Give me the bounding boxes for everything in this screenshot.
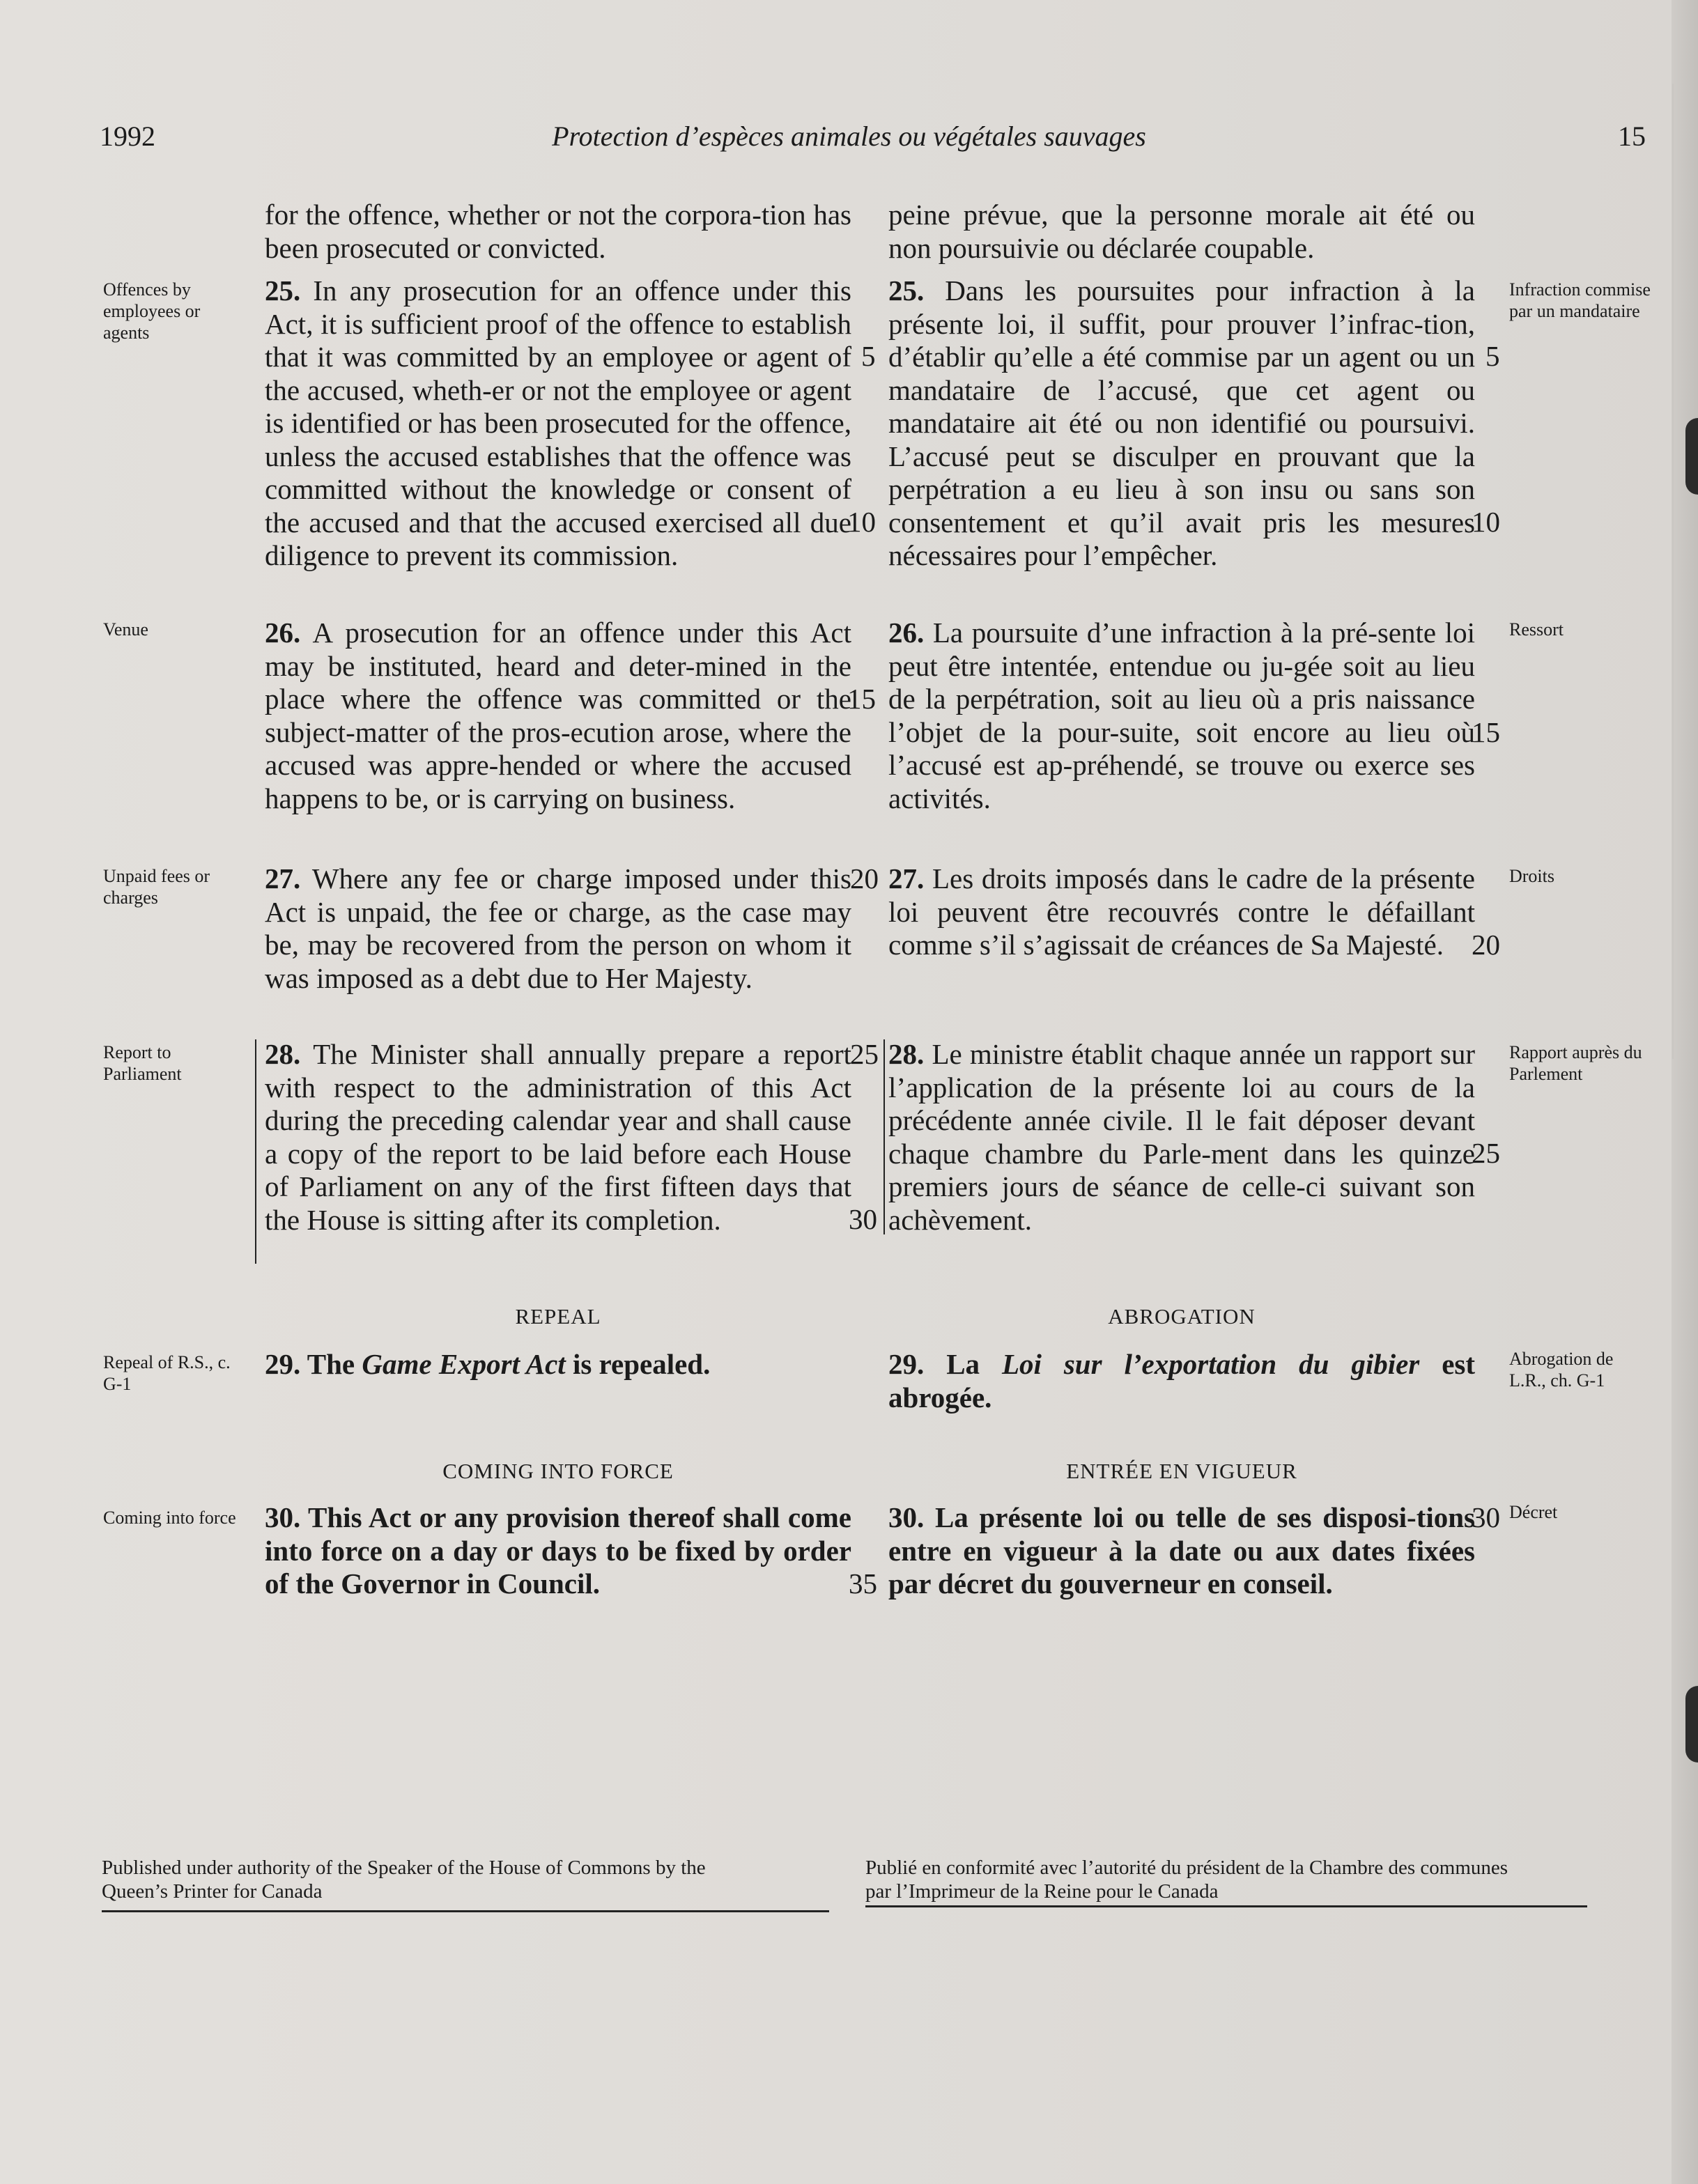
- section-number: 28.: [888, 1038, 925, 1070]
- section-text: Where any fee or charge imposed under this Act is unpaid, the fee or charge, as the case may be, may be recovered from the person on whom it was imposed as a debt due to Her Majesty.: [265, 862, 851, 994]
- act-title: Game Export Act: [362, 1348, 566, 1380]
- fr-section-25: [888, 274, 1475, 573]
- line-number: 5: [1485, 340, 1500, 372]
- section-text: Les droits imposés dans le cadre de la présente loi peuvent être recouvrés contre le défaillant comme s’il s’agissait de créances de Sa Majesté.: [888, 862, 1475, 961]
- section-number: 27.: [888, 862, 925, 894]
- fr-section-30: [888, 1501, 1475, 1601]
- fr-marginal-note-27: Droits: [1509, 866, 1554, 886]
- line-number: 10: [847, 506, 876, 538]
- line-number: 20: [850, 862, 879, 894]
- line-number: 15: [1472, 716, 1500, 748]
- fr-coming-into-force-heading: ENTRÉE EN VIGUEUR: [1066, 1459, 1297, 1483]
- header-title: Protection d’espèces animales ou végétales sauvages: [552, 121, 1146, 152]
- section-text: The Minister shall annually prepare a report with respect to the administration of this Act during the preceding calendar year and shall cause a copy of the report to be laid before each House of Parliament on any of the first fifteen days that the House is sitting after its completion.: [265, 1038, 851, 1236]
- section-text: The: [307, 1348, 355, 1380]
- section-text: In any prosecution for an offence under this Act, it is sufficient proof of the offence to establish that it was committed by an employee or agent of the accused, wheth-er or not the employee or agent is identified or has been prosecuted for the offence, unless the accused establishes that the offence was committed without the knowledge or consent of the accused and that the accused exercised all due diligence to prevent its commission.: [265, 274, 852, 571]
- footer-rule-french: [865, 1905, 1587, 1907]
- en-intro: for the offence, whether or not the corpora-tion has been prosecuted or convicted.: [265, 199, 851, 264]
- en-section-25: [265, 274, 851, 573]
- en-marginal-note-30: Coming into force: [103, 1508, 236, 1528]
- fr-marginal-note-26: Ressort: [1509, 619, 1564, 640]
- fr-marginal-note-29: Abrogation de L.R., ch. G-1: [1509, 1349, 1614, 1391]
- line-number: 25: [1472, 1137, 1500, 1169]
- section-number: 25.: [265, 274, 301, 307]
- line-number: 35: [849, 1567, 877, 1600]
- footer-english: Published under authority of the Speaker of the House of Commons by the Queen’s Printer for Canada: [102, 1857, 706, 1903]
- section-text: La: [946, 1348, 980, 1380]
- line-number: 30: [1472, 1501, 1500, 1533]
- section-text: This Act or any provision thereof shall come into force on a day or days to be fixed by order of the Governor in Council.: [265, 1501, 851, 1600]
- en-marginal-note-27: Unpaid fees or charges: [103, 866, 210, 908]
- section-number: 26.: [265, 617, 301, 649]
- line-number: 5: [861, 340, 876, 372]
- section-text: Dans les poursuites pour infraction à la présente loi, il suffit, pour prouver l’infrac-tion, d’établir qu’elle a été commise par un agent ou un mandataire de l’accusé, que cet agent ou mandataire ait été ou non identifié ou poursuivi. L’accusé peut se disculper en prouvant que la perpétration a eu lieu à son insu ou sans son consentement et qu’il avait pris les mesures nécessaires pour l’empêcher.: [888, 274, 1475, 571]
- en-marginal-note-26: Venue: [103, 619, 148, 640]
- section-number: 30.: [265, 1501, 301, 1533]
- fr-section-29: [888, 1348, 1475, 1414]
- line-number: 15: [847, 683, 876, 715]
- fr-marginal-note-30: Décret: [1509, 1502, 1558, 1522]
- french-column: [888, 199, 1475, 265]
- en-section-29: [265, 1348, 851, 1381]
- section-number: 30.: [888, 1501, 925, 1533]
- en-repeal-heading: REPEAL: [515, 1304, 601, 1329]
- en-section-28: [265, 1038, 851, 1237]
- fr-marginal-note-25: Infraction commise par un mandataire: [1509, 279, 1651, 321]
- line-number: 10: [1472, 506, 1500, 538]
- line-number: 20: [1472, 929, 1500, 961]
- act-title: Loi sur l’exportation du gibier: [1001, 1348, 1420, 1380]
- header-year: 1992: [100, 121, 155, 152]
- section-text: is repealed.: [572, 1348, 711, 1380]
- fr-repeal-heading: ABROGATION: [1108, 1304, 1256, 1329]
- section-number: 27.: [265, 862, 301, 894]
- section-number: 26.: [888, 617, 925, 649]
- en-coming-into-force-heading: COMING INTO FORCE: [442, 1459, 674, 1483]
- en-marginal-note-28: Report to Parliament: [103, 1042, 182, 1084]
- fr-section-28: [888, 1038, 1475, 1237]
- section-text: A prosecution for an offence under this Act may be instituted, heard and deter-mined in the place where the offence was committed or the subject-matter of the pros-ecution arose, where the accused was appre-hended or where the accused happens to be, or is carrying on business.: [265, 617, 851, 814]
- fr-marginal-note-28: Rapport auprès du Parlement: [1509, 1042, 1642, 1084]
- fr-section-27: [888, 862, 1475, 962]
- section-number: 25.: [888, 274, 925, 307]
- english-column: [265, 199, 851, 265]
- section-number: 29.: [265, 1348, 301, 1380]
- en-marginal-note-25: Offences by employees or agents: [103, 279, 201, 343]
- binder-tab-marker: [1685, 1686, 1698, 1763]
- section-text: La poursuite d’une infraction à la pré-sente loi peut être intentée, entendue ou ju-gée soit au lieu de la perpétration, soit au lieu où a pris naissance l’objet de la pour-suite, soit encore au lieu où l’accusé est ap-préhendé, se trouve ou exerce ses activités.: [888, 617, 1475, 814]
- section-number: 28.: [265, 1038, 301, 1070]
- fr-section-26: [888, 617, 1475, 815]
- page-number: 15: [1618, 121, 1646, 152]
- amendment-bar: [883, 1039, 885, 1234]
- amendment-bar: [255, 1039, 256, 1264]
- section-text: est abrogée.: [888, 1348, 1476, 1414]
- line-number: 30: [849, 1203, 877, 1235]
- footer-rule-english: [102, 1910, 829, 1912]
- page-fold-line: [1672, 84, 1674, 1059]
- en-section-30: [265, 1501, 851, 1601]
- en-marginal-note-29: Repeal of R.S., c. G-1: [103, 1352, 231, 1394]
- section-number: 29.: [888, 1348, 925, 1380]
- binder-tab-marker: [1685, 418, 1698, 495]
- en-section-27: [265, 862, 851, 995]
- section-text: La présente loi ou telle de ses disposi-tions entre en vigueur à la date ou aux dates fixées par décret du gouverneur en conseil.: [888, 1501, 1475, 1600]
- fr-intro: peine prévue, que la personne morale ait été ou non poursuivie ou déclarée coupable.: [888, 199, 1475, 264]
- en-section-26: [265, 617, 851, 815]
- section-text: Le ministre établit chaque année un rapport sur l’application de la présente loi au cours de la précédente année civile. Il le fait déposer devant chaque chambre du Parle-ment dans les quinze premiers jours de séance de celle-ci suivant son achèvement.: [888, 1038, 1476, 1236]
- page-edge: [1672, 0, 1698, 2184]
- line-number: 25: [850, 1038, 879, 1070]
- footer-french: Publié en conformité avec l’autorité du président de la Chambre des communes par l’Imprimeur de la Reine pour le Canada: [865, 1857, 1508, 1903]
